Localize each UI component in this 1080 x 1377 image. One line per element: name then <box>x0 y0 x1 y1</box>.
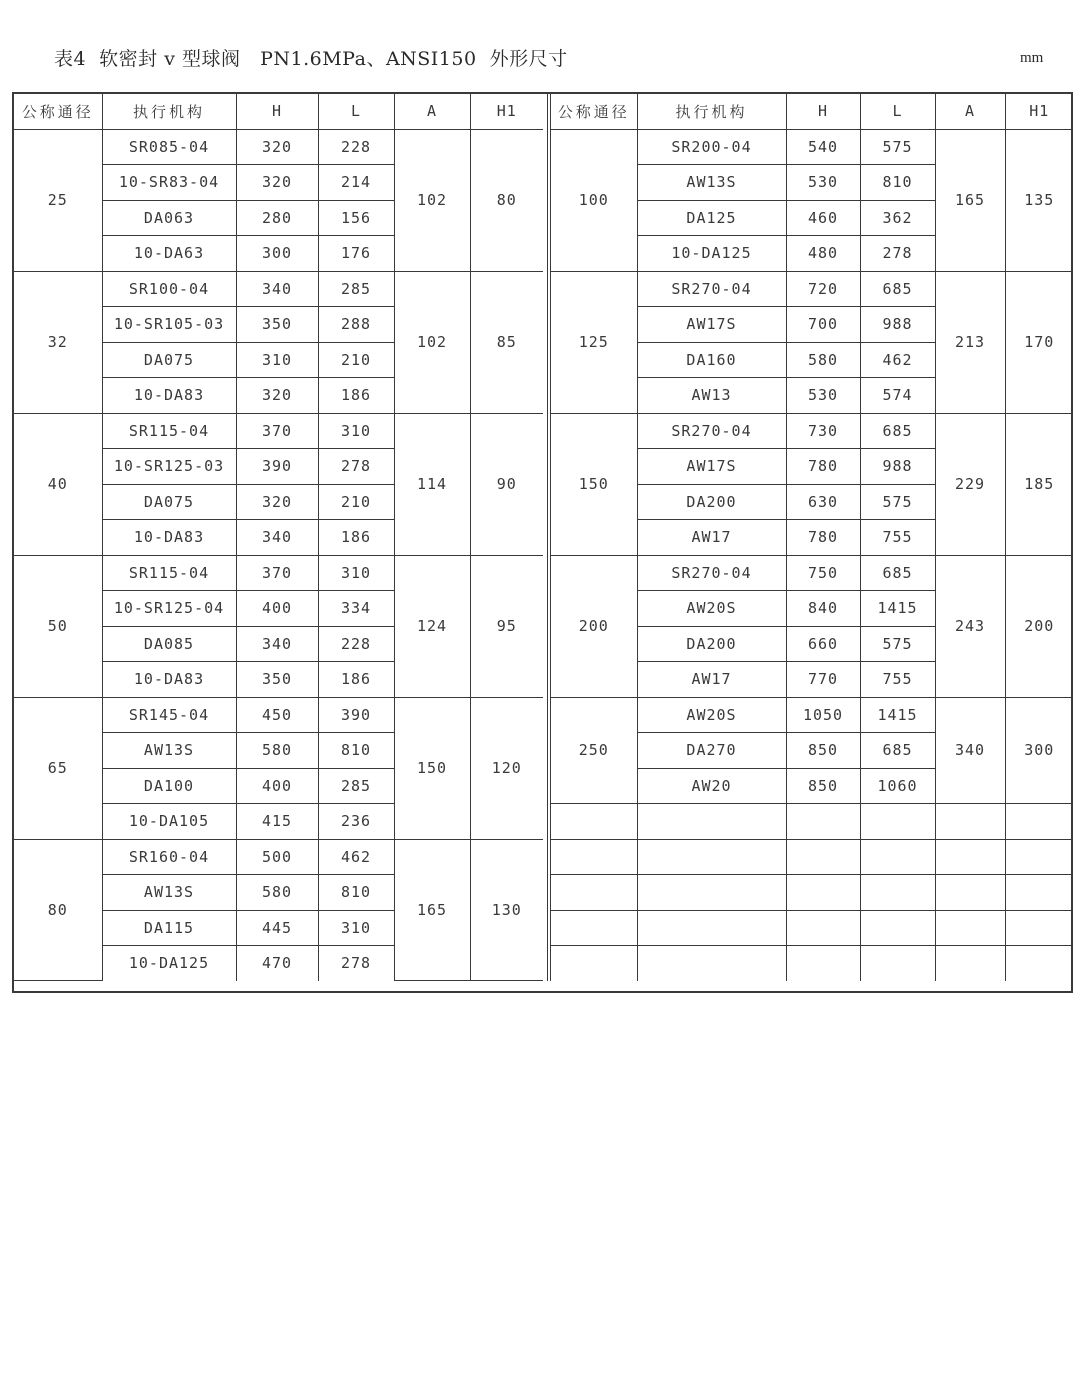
empty-cell <box>935 910 1005 946</box>
l-cell: 685 <box>860 413 935 449</box>
nominal-diameter-cell: 125 <box>551 271 637 413</box>
h-cell: 750 <box>786 555 860 591</box>
h-cell: 350 <box>236 662 318 698</box>
l-cell: 685 <box>860 733 935 769</box>
table-row <box>551 413 1073 449</box>
table-row <box>551 697 1073 733</box>
l-cell: 288 <box>318 307 394 343</box>
empty-cell <box>860 804 935 840</box>
actuator-cell: 10-DA63 <box>102 236 236 272</box>
empty-cell <box>935 946 1005 981</box>
l-cell: 462 <box>318 839 394 875</box>
h1-cell: 185 <box>1005 413 1073 555</box>
h-cell: 540 <box>786 129 860 165</box>
h-cell: 340 <box>236 626 318 662</box>
actuator-cell: SR200-04 <box>637 129 786 165</box>
h1-cell: 120 <box>470 697 543 839</box>
actuator-cell: 10-SR125-04 <box>102 591 236 627</box>
actuator-cell: 10-DA83 <box>102 662 236 698</box>
a-cell: 243 <box>935 555 1005 697</box>
col-header-dn: 公称通径 <box>14 94 102 129</box>
h-cell: 400 <box>236 591 318 627</box>
h1-cell: 80 <box>470 129 543 271</box>
empty-cell <box>786 946 860 981</box>
l-cell: 810 <box>318 733 394 769</box>
table-row <box>551 555 1073 591</box>
table-left-half <box>14 94 543 981</box>
actuator-cell: AW20 <box>637 768 786 804</box>
empty-cell <box>551 946 637 981</box>
empty-table-row <box>551 839 1073 875</box>
table-row <box>14 697 543 733</box>
empty-cell <box>637 910 786 946</box>
h-cell: 840 <box>786 591 860 627</box>
actuator-cell: DA115 <box>102 910 236 946</box>
actuator-cell: DA063 <box>102 200 236 236</box>
actuator-cell: SR115-04 <box>102 413 236 449</box>
h-cell: 370 <box>236 555 318 591</box>
empty-cell <box>786 839 860 875</box>
l-cell: 285 <box>318 271 394 307</box>
h-cell: 530 <box>786 165 860 201</box>
h-cell: 850 <box>786 733 860 769</box>
table-right-half <box>547 94 1073 981</box>
h-cell: 580 <box>786 342 860 378</box>
empty-table-row <box>551 910 1073 946</box>
h-cell: 300 <box>236 236 318 272</box>
col-header-h1: H1 <box>470 94 543 129</box>
col-header-a: A <box>394 94 470 129</box>
l-cell: 755 <box>860 662 935 698</box>
actuator-cell: SR270-04 <box>637 271 786 307</box>
empty-table-row <box>551 875 1073 911</box>
nominal-diameter-cell: 150 <box>551 413 637 555</box>
l-cell: 310 <box>318 555 394 591</box>
actuator-cell: DA075 <box>102 484 236 520</box>
h-cell: 340 <box>236 271 318 307</box>
actuator-cell: AW17S <box>637 449 786 485</box>
l-cell: 285 <box>318 768 394 804</box>
l-cell: 390 <box>318 697 394 733</box>
l-cell: 988 <box>860 449 935 485</box>
actuator-cell: AW20S <box>637 697 786 733</box>
empty-cell <box>860 910 935 946</box>
actuator-cell: SR270-04 <box>637 555 786 591</box>
actuator-cell: DA160 <box>637 342 786 378</box>
h-cell: 530 <box>786 378 860 414</box>
empty-cell <box>1005 875 1073 911</box>
h1-cell: 85 <box>470 271 543 413</box>
l-cell: 236 <box>318 804 394 840</box>
table-row <box>14 129 543 165</box>
h-cell: 770 <box>786 662 860 698</box>
l-cell: 210 <box>318 484 394 520</box>
nominal-diameter-cell: 200 <box>551 555 637 697</box>
l-cell: 1415 <box>860 591 935 627</box>
actuator-cell: AW17 <box>637 520 786 556</box>
table-row <box>14 413 543 449</box>
h-cell: 580 <box>236 733 318 769</box>
empty-cell <box>551 910 637 946</box>
col-header-h1: H1 <box>1005 94 1073 129</box>
actuator-cell: DA100 <box>102 768 236 804</box>
table-row <box>551 129 1073 165</box>
empty-cell <box>551 804 637 840</box>
actuator-cell: SR145-04 <box>102 697 236 733</box>
l-cell: 462 <box>860 342 935 378</box>
actuator-cell: SR160-04 <box>102 839 236 875</box>
a-cell: 124 <box>394 555 470 697</box>
a-cell: 165 <box>394 839 470 981</box>
empty-cell <box>1005 910 1073 946</box>
empty-cell <box>935 875 1005 911</box>
actuator-cell: AW13S <box>102 875 236 911</box>
h-cell: 450 <box>236 697 318 733</box>
h-cell: 700 <box>786 307 860 343</box>
l-cell: 575 <box>860 484 935 520</box>
h-cell: 500 <box>236 839 318 875</box>
l-cell: 575 <box>860 129 935 165</box>
l-cell: 685 <box>860 271 935 307</box>
l-cell: 156 <box>318 200 394 236</box>
h1-cell: 200 <box>1005 555 1073 697</box>
l-cell: 310 <box>318 413 394 449</box>
actuator-cell: DA075 <box>102 342 236 378</box>
empty-cell <box>935 804 1005 840</box>
col-header-l: L <box>860 94 935 129</box>
actuator-cell: AW20S <box>637 591 786 627</box>
table-row <box>551 271 1073 307</box>
nominal-diameter-cell: 32 <box>14 271 102 413</box>
empty-cell <box>1005 946 1073 981</box>
actuator-cell: 10-SR105-03 <box>102 307 236 343</box>
nominal-diameter-cell: 250 <box>551 697 637 804</box>
empty-cell <box>786 875 860 911</box>
table-row <box>14 839 543 875</box>
h-cell: 340 <box>236 520 318 556</box>
l-cell: 278 <box>318 449 394 485</box>
empty-cell <box>637 839 786 875</box>
nominal-diameter-cell: 80 <box>14 839 102 981</box>
h-cell: 390 <box>236 449 318 485</box>
h-cell: 320 <box>236 165 318 201</box>
h-cell: 730 <box>786 413 860 449</box>
table-row <box>14 271 543 307</box>
h1-cell: 95 <box>470 555 543 697</box>
col-header-dn: 公称通径 <box>551 94 637 129</box>
l-cell: 810 <box>860 165 935 201</box>
empty-cell <box>551 839 637 875</box>
actuator-cell: SR270-04 <box>637 413 786 449</box>
empty-table-row <box>551 804 1073 840</box>
col-header-h: H <box>786 94 860 129</box>
a-cell: 229 <box>935 413 1005 555</box>
a-cell: 340 <box>935 697 1005 804</box>
col-header-actuator: 执行机构 <box>102 94 236 129</box>
h-cell: 460 <box>786 200 860 236</box>
actuator-cell: SR100-04 <box>102 271 236 307</box>
empty-cell <box>551 875 637 911</box>
l-cell: 186 <box>318 520 394 556</box>
h-cell: 350 <box>236 307 318 343</box>
right-table-body <box>551 129 1073 981</box>
empty-cell <box>1005 804 1073 840</box>
empty-cell <box>935 839 1005 875</box>
col-header-actuator: 执行机构 <box>637 94 786 129</box>
left-table-body <box>14 129 543 981</box>
h-cell: 310 <box>236 342 318 378</box>
l-cell: 810 <box>318 875 394 911</box>
h-cell: 480 <box>786 236 860 272</box>
h-cell: 580 <box>236 875 318 911</box>
actuator-cell: AW13 <box>637 378 786 414</box>
actuator-cell: DA200 <box>637 626 786 662</box>
a-cell: 213 <box>935 271 1005 413</box>
h-cell: 780 <box>786 449 860 485</box>
empty-cell <box>860 839 935 875</box>
actuator-cell: DA270 <box>637 733 786 769</box>
h1-cell: 170 <box>1005 271 1073 413</box>
h-cell: 470 <box>236 946 318 981</box>
l-cell: 988 <box>860 307 935 343</box>
l-cell: 1060 <box>860 768 935 804</box>
l-cell: 574 <box>860 378 935 414</box>
empty-cell <box>860 946 935 981</box>
l-cell: 278 <box>318 946 394 981</box>
l-cell: 210 <box>318 342 394 378</box>
actuator-cell: 10-DA125 <box>637 236 786 272</box>
h-cell: 630 <box>786 484 860 520</box>
page-title: 表4 软密封 v 型球阀 PN1.6MPa、ANSI150 外形尺寸 <box>54 48 568 70</box>
actuator-cell: AW13S <box>637 165 786 201</box>
h1-cell: 135 <box>1005 129 1073 271</box>
h1-cell: 90 <box>470 413 543 555</box>
nominal-diameter-cell: 40 <box>14 413 102 555</box>
col-header-l: L <box>318 94 394 129</box>
a-cell: 102 <box>394 129 470 271</box>
nominal-diameter-cell: 25 <box>14 129 102 271</box>
empty-cell <box>786 804 860 840</box>
l-cell: 176 <box>318 236 394 272</box>
actuator-cell: DA200 <box>637 484 786 520</box>
actuator-cell: 10-SR83-04 <box>102 165 236 201</box>
actuator-cell: AW13S <box>102 733 236 769</box>
l-cell: 186 <box>318 378 394 414</box>
actuator-cell: AW17 <box>637 662 786 698</box>
nominal-diameter-cell: 100 <box>551 129 637 271</box>
h-cell: 320 <box>236 378 318 414</box>
l-cell: 186 <box>318 662 394 698</box>
actuator-cell: AW17S <box>637 307 786 343</box>
l-cell: 228 <box>318 626 394 662</box>
h-cell: 1050 <box>786 697 860 733</box>
actuator-cell: SR085-04 <box>102 129 236 165</box>
unit-label: mm <box>1020 50 1044 66</box>
actuator-cell: 10-DA83 <box>102 378 236 414</box>
l-cell: 278 <box>860 236 935 272</box>
dimensions-table <box>12 92 1073 993</box>
l-cell: 685 <box>860 555 935 591</box>
table-row <box>14 555 543 591</box>
empty-cell <box>1005 839 1073 875</box>
empty-cell <box>637 804 786 840</box>
l-cell: 228 <box>318 129 394 165</box>
empty-cell <box>637 946 786 981</box>
actuator-cell: 10-DA83 <box>102 520 236 556</box>
h-cell: 780 <box>786 520 860 556</box>
l-cell: 362 <box>860 200 935 236</box>
h1-cell: 300 <box>1005 697 1073 804</box>
h-cell: 660 <box>786 626 860 662</box>
h-cell: 320 <box>236 129 318 165</box>
empty-table-row <box>551 946 1073 981</box>
l-cell: 575 <box>860 626 935 662</box>
empty-cell <box>860 875 935 911</box>
l-cell: 214 <box>318 165 394 201</box>
empty-cell <box>786 910 860 946</box>
actuator-cell: DA125 <box>637 200 786 236</box>
nominal-diameter-cell: 65 <box>14 697 102 839</box>
h-cell: 280 <box>236 200 318 236</box>
col-header-h: H <box>236 94 318 129</box>
h-cell: 720 <box>786 271 860 307</box>
actuator-cell: 10-DA125 <box>102 946 236 981</box>
a-cell: 165 <box>935 129 1005 271</box>
header-row <box>551 94 1073 129</box>
h-cell: 370 <box>236 413 318 449</box>
h-cell: 850 <box>786 768 860 804</box>
h-cell: 320 <box>236 484 318 520</box>
l-cell: 1415 <box>860 697 935 733</box>
a-cell: 150 <box>394 697 470 839</box>
actuator-cell: SR115-04 <box>102 555 236 591</box>
h-cell: 445 <box>236 910 318 946</box>
col-header-a: A <box>935 94 1005 129</box>
l-cell: 310 <box>318 910 394 946</box>
actuator-cell: 10-DA105 <box>102 804 236 840</box>
l-cell: 755 <box>860 520 935 556</box>
h-cell: 400 <box>236 768 318 804</box>
a-cell: 102 <box>394 271 470 413</box>
a-cell: 114 <box>394 413 470 555</box>
actuator-cell: DA085 <box>102 626 236 662</box>
h-cell: 415 <box>236 804 318 840</box>
h1-cell: 130 <box>470 839 543 981</box>
empty-cell <box>637 875 786 911</box>
l-cell: 334 <box>318 591 394 627</box>
actuator-cell: 10-SR125-03 <box>102 449 236 485</box>
nominal-diameter-cell: 50 <box>14 555 102 697</box>
header-row <box>14 94 543 129</box>
